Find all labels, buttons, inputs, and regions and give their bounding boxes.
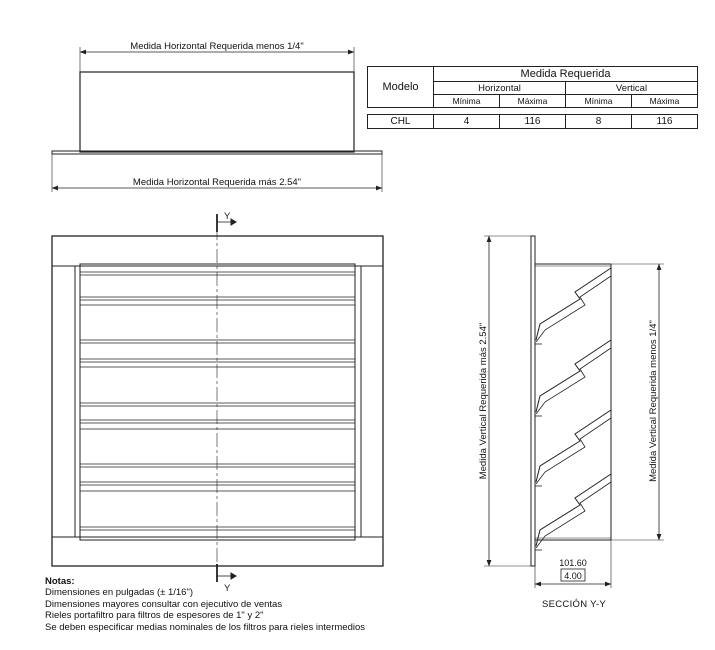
- note-line: Rieles portafiltro para filtros de espesores de 1" y 2": [45, 610, 264, 622]
- notes-title: Notas:: [45, 576, 75, 587]
- depth-dimension-in: 4.00: [564, 571, 582, 581]
- horizontal-header: Horizontal: [434, 82, 566, 95]
- depth-dimension-mm: 101.60: [559, 558, 587, 568]
- top-view: [52, 47, 382, 192]
- vertical-inner-dimension: Medida Vertical Requerida menos 1/4": [648, 320, 659, 482]
- model-cell: CHL: [368, 115, 434, 129]
- horizontal-max-header: Máxima: [500, 95, 566, 108]
- outer-width-dimension: Medida Horizontal Requerida más 2.54": [132, 177, 302, 188]
- vertical-outer-dimension: Medida Vertical Requerida más 2.54": [478, 322, 489, 480]
- front-view: [52, 226, 383, 576]
- horizontal-min-header: Mínima: [434, 95, 500, 108]
- size-table: [367, 66, 698, 129]
- top-width-dimension: Medida Horizontal Requerida menos 1/4": [130, 41, 304, 52]
- section-mark-bottom: Y: [224, 583, 231, 594]
- vertical-min-header: Mínima: [566, 95, 632, 108]
- model-header: Modelo: [368, 67, 434, 108]
- horizontal-max-cell: 116: [500, 115, 566, 129]
- section-blades: [535, 268, 611, 550]
- note-line: Dimensiones en pulgadas (± 1/16"): [45, 587, 194, 599]
- horizontal-min-cell: 4: [434, 115, 500, 129]
- note-line: Se deben especificar medias nominales de los filtros para rieles intermedios: [45, 621, 365, 633]
- louver-blades: [80, 272, 355, 530]
- note-line: Dimensiones mayores consultar con ejecutivo de ventas: [45, 598, 283, 610]
- vertical-header: Vertical: [566, 82, 698, 95]
- vertical-max-header: Máxima: [632, 95, 698, 108]
- notes: [45, 576, 365, 633]
- vertical-min-cell: 8: [566, 115, 632, 129]
- section-view: [484, 236, 664, 588]
- table-row: [368, 115, 698, 129]
- section-caption: SECCIÓN Y-Y: [541, 599, 607, 610]
- vertical-max-cell: 116: [632, 115, 698, 129]
- section-mark-top: Y: [224, 211, 231, 222]
- required-size-header: Medida Requerida: [434, 67, 698, 82]
